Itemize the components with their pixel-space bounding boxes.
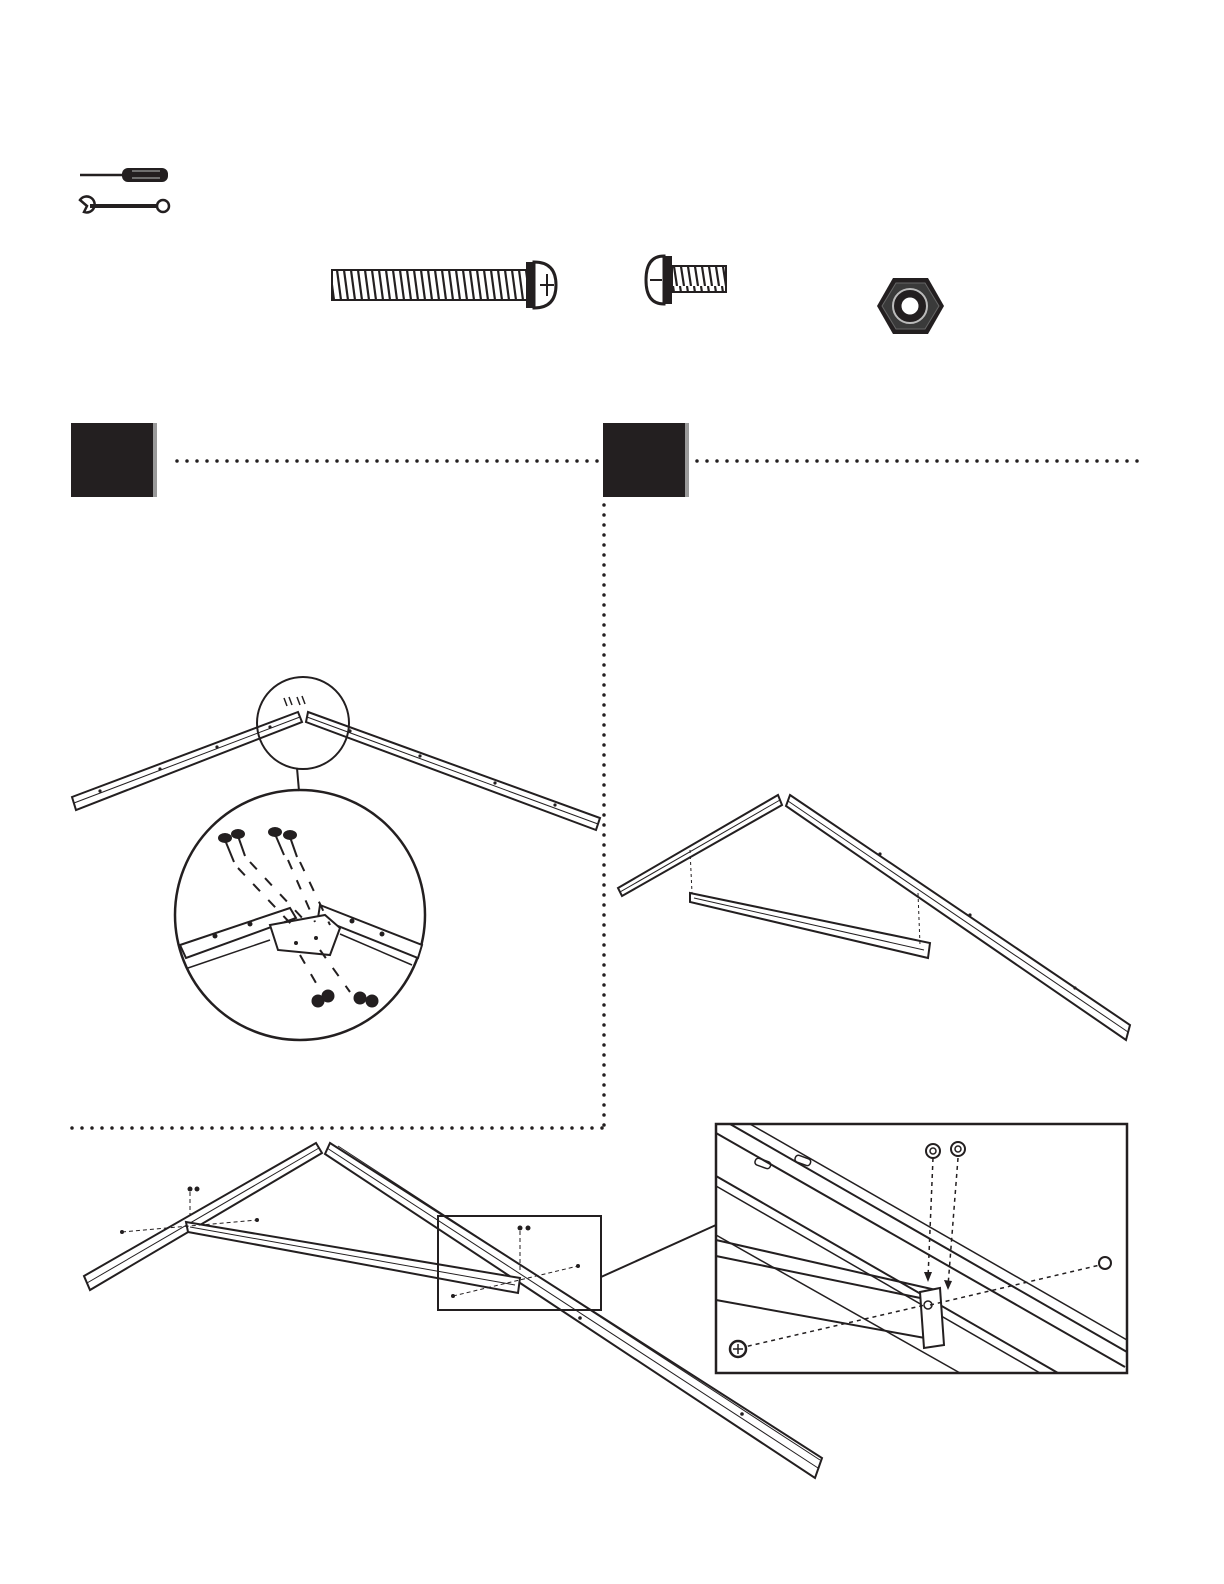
- long-bolt-icon: [332, 262, 556, 308]
- step-2-rafter-assembly: [618, 795, 1130, 1040]
- lock-nut-icon: [877, 278, 944, 334]
- step-1-detail-magnifier: [175, 790, 425, 1040]
- short-screw-icon: [646, 256, 726, 304]
- wrench-icon: [80, 196, 169, 212]
- bottom-truss-assembly: [84, 1143, 822, 1478]
- screwdriver-icon: [80, 168, 168, 182]
- step-1-rafter-assembly: [72, 677, 600, 830]
- dotted-separator-lines: [72, 461, 1143, 1128]
- bottom-detail-box: [716, 1124, 1127, 1373]
